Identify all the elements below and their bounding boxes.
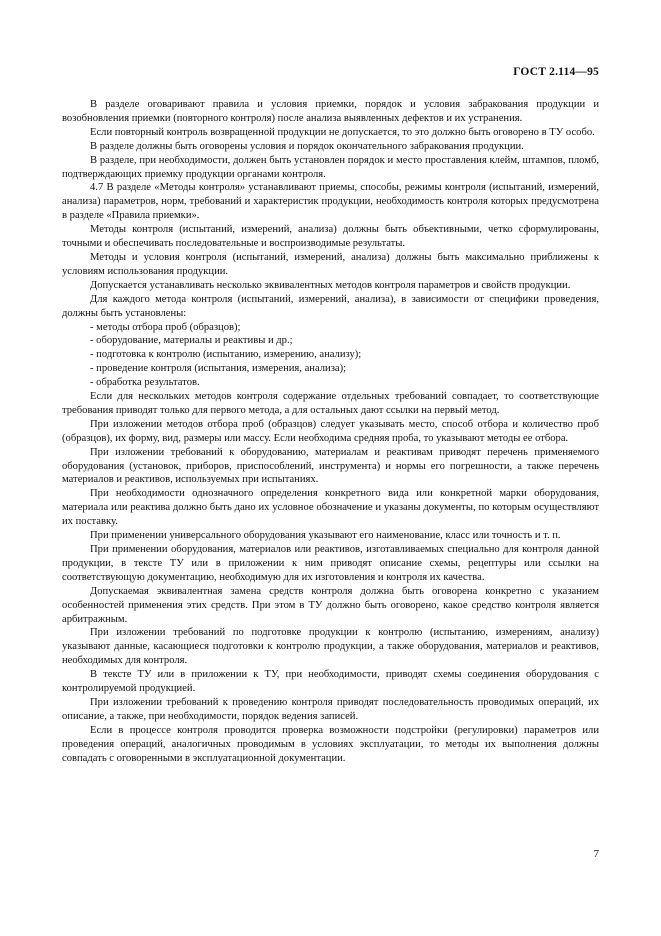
list-item: - подготовка к контролю (испытанию, измерению, анализу);	[90, 349, 362, 361]
page-number: 7	[593, 848, 599, 860]
paragraph: При изложении методов отбора проб (образцов) следует указывать место, способ отбора и количество проб (образцов), их форму, вид, размеры или массу. Если необходима средняя проба, то указывают методы ее отбора.	[62, 418, 599, 444]
paragraph: Если повторный контроль возвращенной продукции не допускается, то это должно быть оговорено в ТУ особо.	[90, 126, 595, 138]
paragraph: Методы контроля (испытаний, измерений, анализа) должны быть объективными, четко сформулированы, точными и обеспечивать последовательные и воспроизводимые результаты.	[62, 224, 599, 250]
paragraph: В тексте ТУ или в приложении к ТУ, при необходимости, приводят схемы соединения оборудования с контролируемой продукцией.	[62, 669, 599, 695]
list-item: - обработка результатов.	[90, 377, 200, 389]
paragraph: Допускаемая эквивалентная замена средств контроля должна быть оговорена конкретно с указанием особенностей применения этих средств. При этом в ТУ должно быть оговорено, какое средство контроля является арбитражным.	[62, 585, 599, 625]
paragraph: При применении универсального оборудования указывают его наименование, класс или точность и т. п.	[90, 530, 561, 542]
list-item: - проведение контроля (испытания, измерения, анализа);	[90, 363, 347, 375]
paragraph: В разделе оговаривают правила и условия приемки, порядок и условия забракования продукции и возобновления приемки (повторного контроля) после анализа выявленных дефектов и их устранения.	[62, 99, 599, 124]
document-header: ГОСТ 2.114—95	[513, 66, 599, 78]
paragraph: В разделе должны быть оговорены условия и порядок окончательного забракования продукции.	[90, 140, 524, 152]
paragraph: Методы и условия контроля (испытаний, измерений, анализа) должны быть максимально приближены к условиям использования продукции.	[62, 251, 599, 277]
paragraph: Если в процессе контроля проводится проверка возможности подстройки (регулировки) параметров или проведения операций, аналогичных проводимым в условиях эксплуатации, то методы их выполнения должны совпадать с оговоренными в эксплуатационной документации.	[62, 724, 599, 764]
paragraph: При применении оборудования, материалов или реактивов, изготавливаемых специально для контроля данной продукции, в тексте ТУ или в приложении к ним приводят описание схемы, рецептуры или ссылки на соответствующую документацию, необходимую для их изготовления и контроля их качества.	[62, 544, 599, 583]
paragraph: В разделе, при необходимости, должен быть установлен порядок и место проставления клейм, штампов, пломб, подтверждающих приемку продукции органами контроля.	[62, 154, 599, 180]
paragraph: Если для нескольких методов контроля содержание отдельных требований совпадает, то соответствующие требования приводят только для первого метода, а для остальных дают ссылки на первый метод.	[62, 391, 599, 416]
paragraph: При необходимости однозначного определения конкретного вида или конкретной марки оборудования, материала или реактива должно быть дано их условное обозначение и указаны документы, по которым осуществляют их поставку.	[62, 488, 599, 528]
paragraph: Допускается устанавливать несколько эквивалентных методов контроля параметров и свойств продукции.	[90, 279, 571, 291]
document-body	[62, 98, 599, 766]
paragraph: При изложении требований к проведению контроля приводят последовательность проводимых операций, их описание, а также, при необходимости, порядок ведения записей.	[62, 696, 599, 722]
paragraph: При изложении требований по подготовке продукции к контролю (испытанию, измерениям, анализу) указывают данные, касающиеся подготовки к контролю продукции, а также оборудования, материалов и реактивов, необходимых для контроля.	[62, 627, 599, 667]
list-item: - методы отбора проб (образцов);	[90, 321, 241, 333]
paragraph: При изложении требований к оборудованию, материалам и реактивам приводят перечень применяемого оборудования (установок, приборов, приспособлений, инструмента) и нормы его погрешности, а также перечень материалов и реактивов, используемых при испытаниях.	[62, 446, 599, 486]
paragraph: Для каждого метода контроля (испытаний, измерений, анализа), в зависимости от специфики проведения, должны быть установлены:	[62, 293, 599, 319]
paragraph: 4.7 В разделе «Методы контроля» устанавливают приемы, способы, режимы контроля (испытаний, измерений, анализа) параметров, норм, требований и характеристик продукции, необходимость контроля которых предусмотрена в разделе «Правила приемки».	[62, 182, 599, 222]
list-item: - оборудование, материалы и реактивы и др.;	[90, 335, 293, 347]
